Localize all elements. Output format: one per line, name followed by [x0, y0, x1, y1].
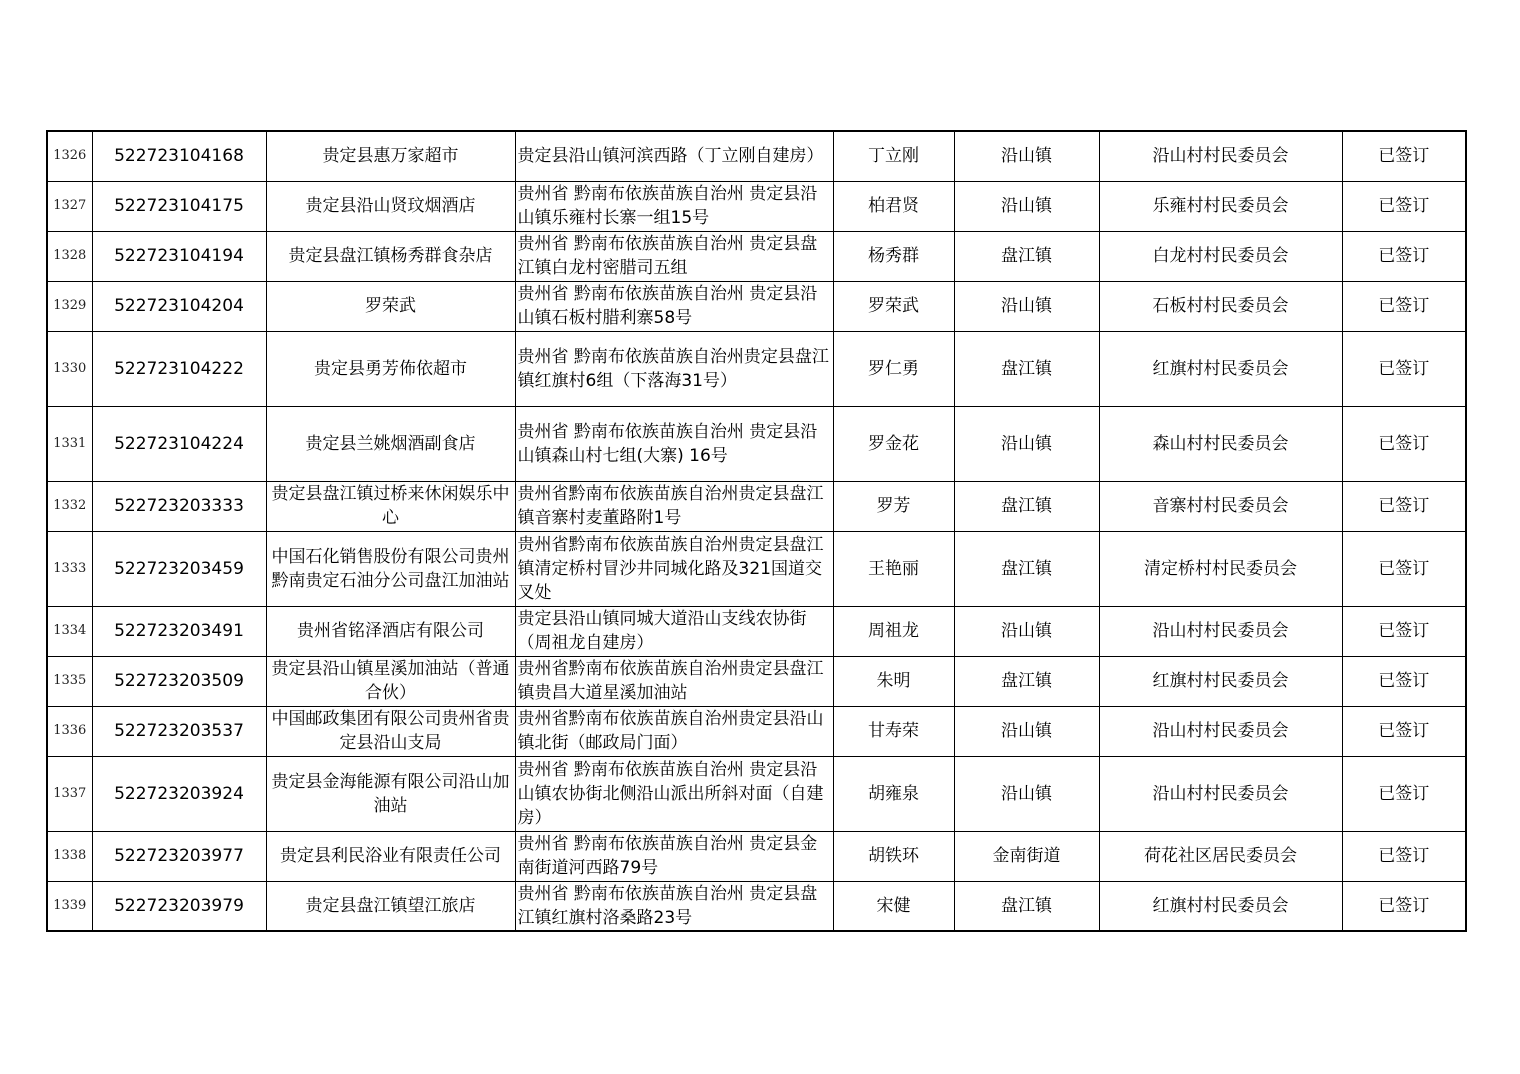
status: 已签订 [1342, 706, 1466, 756]
business-name: 中国邮政集团有限公司贵州省贵定县沿山支局 [266, 706, 515, 756]
town: 沿山镇 [954, 756, 1099, 831]
town: 沿山镇 [954, 606, 1099, 656]
business-name: 罗荣武 [266, 281, 515, 331]
committee: 沿山村村民委员会 [1099, 756, 1342, 831]
business-address: 贵州省黔南布依族苗族自治州贵定县盘江镇清定桥村冒沙井同城化路及321国道交叉处 [515, 531, 833, 606]
row-number: 1327 [47, 181, 92, 231]
town: 盘江镇 [954, 231, 1099, 281]
committee: 沿山村村民委员会 [1099, 606, 1342, 656]
business-address: 贵州省 黔南布依族苗族自治州 贵定县盘江镇红旗村洛桑路23号 [515, 881, 833, 931]
row-number: 1333 [47, 531, 92, 606]
business-name: 贵定县盘江镇杨秀群食杂店 [266, 231, 515, 281]
status: 已签订 [1342, 656, 1466, 706]
committee: 沿山村村民委员会 [1099, 706, 1342, 756]
business-address: 贵州省 黔南布依族苗族自治州 贵定县沿山镇森山村七组(大寨) 16号 [515, 406, 833, 481]
table-row [47, 606, 1466, 656]
status: 已签订 [1342, 181, 1466, 231]
business-name: 贵定县沿山镇星溪加油站（普通合伙） [266, 656, 515, 706]
license-code: 522723104175 [92, 181, 266, 231]
row-number: 1336 [47, 706, 92, 756]
table-row [47, 756, 1466, 831]
committee: 荷花社区居民委员会 [1099, 831, 1342, 881]
contact-person: 甘寿荣 [833, 706, 954, 756]
status: 已签订 [1342, 231, 1466, 281]
license-code: 522723203537 [92, 706, 266, 756]
table-row [47, 831, 1466, 881]
license-code: 522723203924 [92, 756, 266, 831]
contact-person: 罗仁勇 [833, 331, 954, 406]
row-number: 1328 [47, 231, 92, 281]
business-address: 贵州省 黔南布依族苗族自治州贵定县盘江镇红旗村6组（下落海31号） [515, 331, 833, 406]
table-row [47, 331, 1466, 406]
row-number: 1326 [47, 131, 92, 181]
business-name: 贵定县盘江镇过桥来休闲娱乐中心 [266, 481, 515, 531]
license-code: 522723203979 [92, 881, 266, 931]
business-address: 贵州省 黔南布依族苗族自治州 贵定县盘江镇白龙村密腊司五组 [515, 231, 833, 281]
table-row [47, 706, 1466, 756]
status: 已签订 [1342, 881, 1466, 931]
committee: 森山村村民委员会 [1099, 406, 1342, 481]
table-row [47, 181, 1466, 231]
town: 盘江镇 [954, 331, 1099, 406]
business-name: 贵定县利民浴业有限责任公司 [266, 831, 515, 881]
license-code: 522723104204 [92, 281, 266, 331]
status: 已签订 [1342, 756, 1466, 831]
contact-person: 朱明 [833, 656, 954, 706]
row-number: 1331 [47, 406, 92, 481]
license-code: 522723203459 [92, 531, 266, 606]
contact-person: 罗荣武 [833, 281, 954, 331]
town: 金南街道 [954, 831, 1099, 881]
license-code: 522723203333 [92, 481, 266, 531]
status: 已签订 [1342, 331, 1466, 406]
business-name: 贵定县兰姚烟酒副食店 [266, 406, 515, 481]
committee: 红旗村村民委员会 [1099, 656, 1342, 706]
license-code: 522723104222 [92, 331, 266, 406]
contact-person: 罗芳 [833, 481, 954, 531]
registry-rows [47, 131, 1466, 931]
town: 盘江镇 [954, 656, 1099, 706]
committee: 沿山村村民委员会 [1099, 131, 1342, 181]
row-number: 1338 [47, 831, 92, 881]
row-number: 1335 [47, 656, 92, 706]
contact-person: 杨秀群 [833, 231, 954, 281]
committee: 白龙村村民委员会 [1099, 231, 1342, 281]
business-address: 贵州省黔南布依族苗族自治州贵定县沿山镇北街（邮政局门面） [515, 706, 833, 756]
contact-person: 周祖龙 [833, 606, 954, 656]
contact-person: 胡铁环 [833, 831, 954, 881]
business-name: 中国石化销售股份有限公司贵州黔南贵定石油分公司盘江加油站 [266, 531, 515, 606]
license-code: 522723104224 [92, 406, 266, 481]
town: 沿山镇 [954, 131, 1099, 181]
town: 盘江镇 [954, 531, 1099, 606]
committee: 乐雍村村民委员会 [1099, 181, 1342, 231]
table-row [47, 656, 1466, 706]
contact-person: 宋健 [833, 881, 954, 931]
table-row [47, 531, 1466, 606]
business-address: 贵州省 黔南布依族苗族自治州 贵定县金南街道河西路79号 [515, 831, 833, 881]
contact-person: 罗金花 [833, 406, 954, 481]
business-address: 贵州省 黔南布依族苗族自治州 贵定县沿山镇石板村腊利寨58号 [515, 281, 833, 331]
row-number: 1337 [47, 756, 92, 831]
row-number: 1329 [47, 281, 92, 331]
business-name: 贵定县金海能源有限公司沿山加油站 [266, 756, 515, 831]
committee: 清定桥村村民委员会 [1099, 531, 1342, 606]
committee: 音寨村村民委员会 [1099, 481, 1342, 531]
license-code: 522723203491 [92, 606, 266, 656]
town: 盘江镇 [954, 481, 1099, 531]
status: 已签订 [1342, 406, 1466, 481]
business-name: 贵定县盘江镇望江旅店 [266, 881, 515, 931]
status: 已签订 [1342, 606, 1466, 656]
row-number: 1330 [47, 331, 92, 406]
table-row [47, 131, 1466, 181]
contact-person: 胡雍泉 [833, 756, 954, 831]
committee: 石板村村民委员会 [1099, 281, 1342, 331]
committee: 红旗村村民委员会 [1099, 881, 1342, 931]
license-code: 522723203977 [92, 831, 266, 881]
table-row [47, 481, 1466, 531]
row-number: 1334 [47, 606, 92, 656]
status: 已签订 [1342, 131, 1466, 181]
table-row [47, 231, 1466, 281]
row-number: 1339 [47, 881, 92, 931]
contact-person: 柏君贤 [833, 181, 954, 231]
license-code: 522723203509 [92, 656, 266, 706]
town: 盘江镇 [954, 881, 1099, 931]
table-row [47, 406, 1466, 481]
registry-table [46, 130, 1467, 932]
contact-person: 王艳丽 [833, 531, 954, 606]
town: 沿山镇 [954, 706, 1099, 756]
status: 已签订 [1342, 481, 1466, 531]
business-name: 贵定县勇芳佈依超市 [266, 331, 515, 406]
business-name: 贵州省铭泽酒店有限公司 [266, 606, 515, 656]
status: 已签订 [1342, 531, 1466, 606]
business-address: 贵定县沿山镇同城大道沿山支线农协街（周祖龙自建房） [515, 606, 833, 656]
table-row [47, 281, 1466, 331]
business-address: 贵州省黔南布依族苗族自治州贵定县盘江镇音寨村麦董路附1号 [515, 481, 833, 531]
business-name: 贵定县惠万家超市 [266, 131, 515, 181]
committee: 红旗村村民委员会 [1099, 331, 1342, 406]
business-address: 贵州省 黔南布依族苗族自治州 贵定县沿山镇农协街北侧沿山派出所斜对面（自建房） [515, 756, 833, 831]
town: 沿山镇 [954, 181, 1099, 231]
town: 沿山镇 [954, 281, 1099, 331]
license-code: 522723104194 [92, 231, 266, 281]
business-address: 贵定县沿山镇河滨西路（丁立刚自建房） [515, 131, 833, 181]
contact-person: 丁立刚 [833, 131, 954, 181]
license-code: 522723104168 [92, 131, 266, 181]
business-name: 贵定县沿山贤玟烟酒店 [266, 181, 515, 231]
status: 已签订 [1342, 281, 1466, 331]
row-number: 1332 [47, 481, 92, 531]
table-row [47, 881, 1466, 931]
status: 已签订 [1342, 831, 1466, 881]
business-address: 贵州省黔南布依族苗族自治州贵定县盘江镇贵昌大道星溪加油站 [515, 656, 833, 706]
town: 沿山镇 [954, 406, 1099, 481]
business-address: 贵州省 黔南布依族苗族自治州 贵定县沿山镇乐雍村长寨一组15号 [515, 181, 833, 231]
